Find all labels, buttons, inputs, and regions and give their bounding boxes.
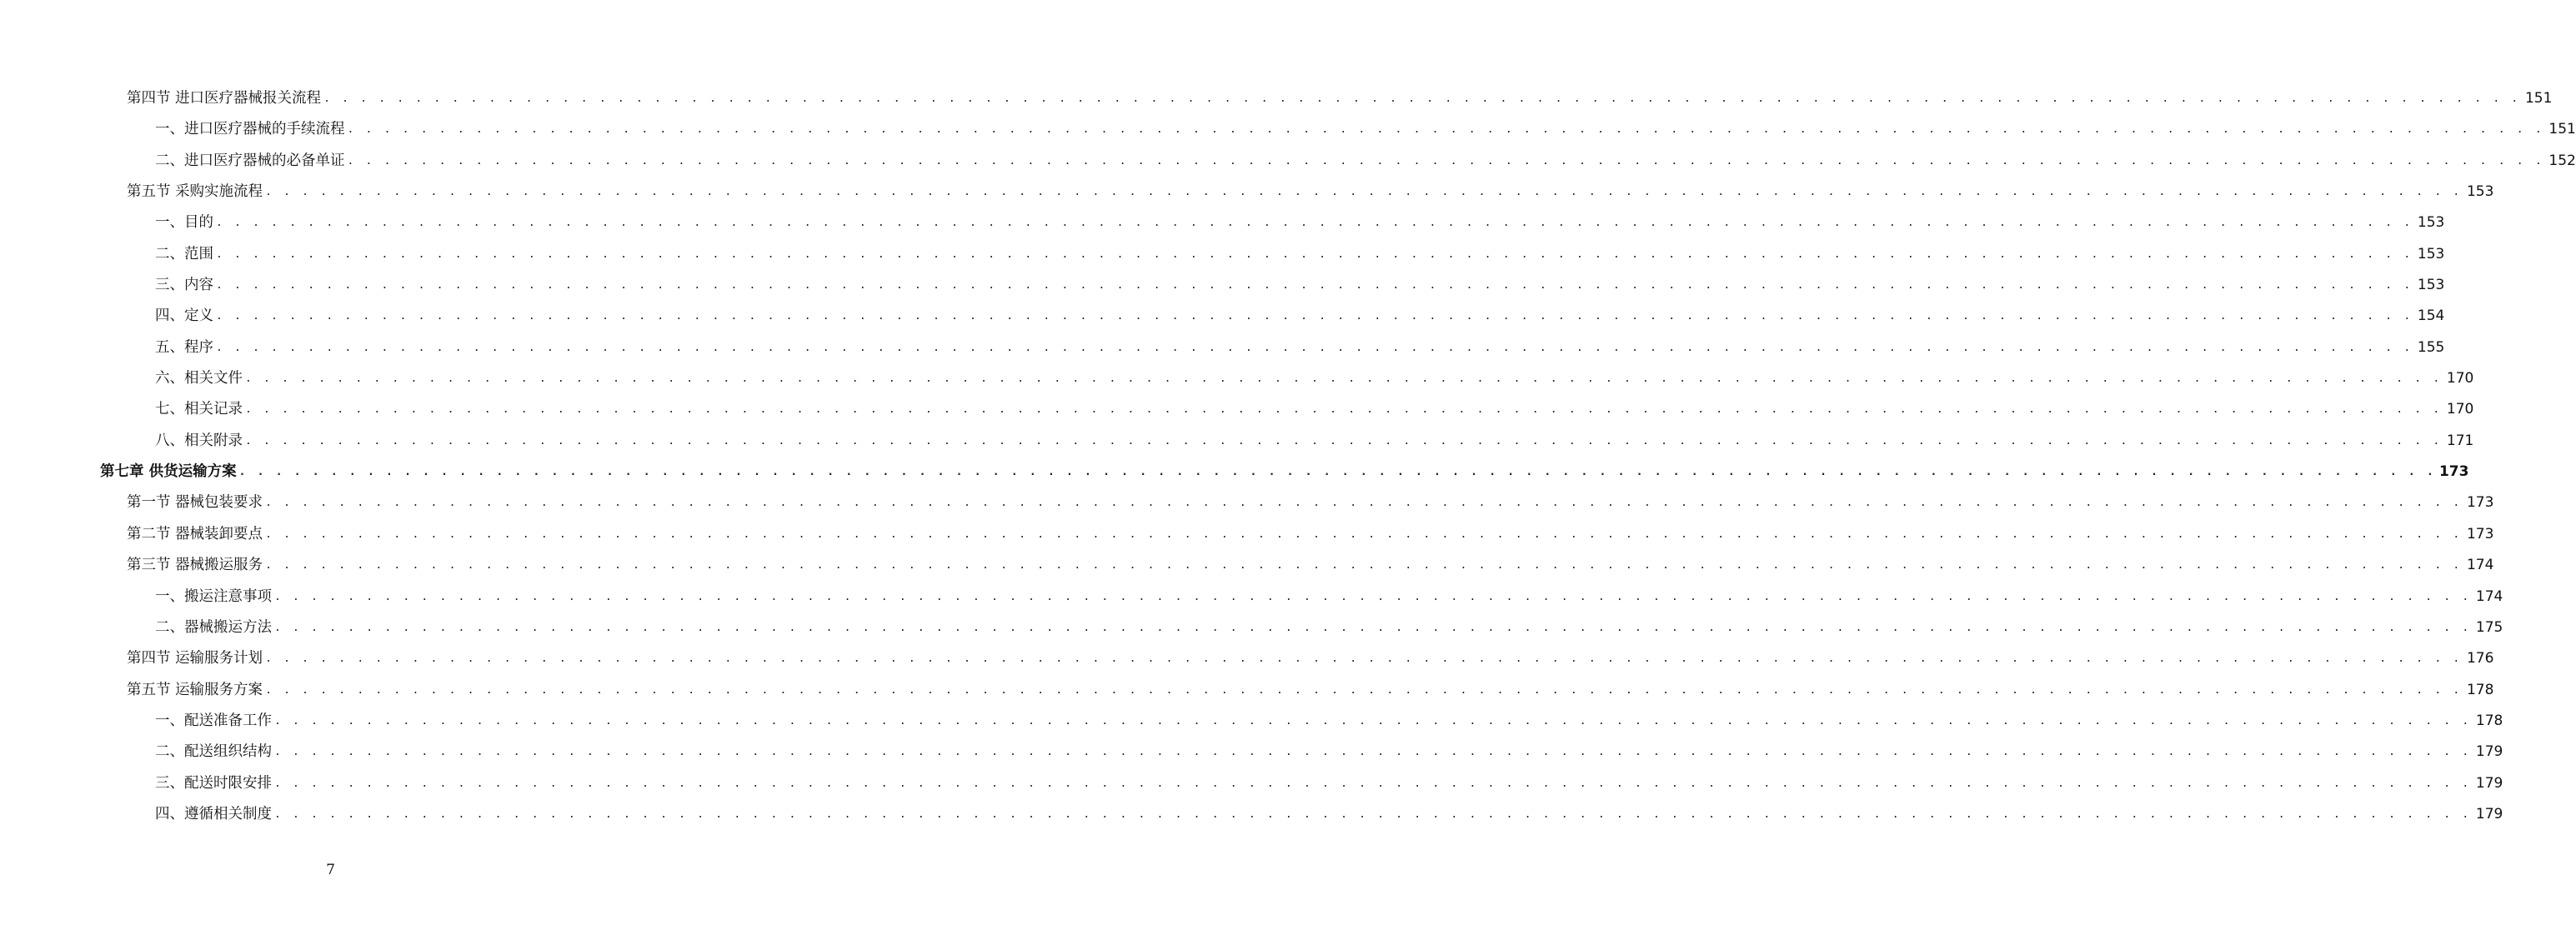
toc-entry-page-number: 154: [2417, 308, 2445, 325]
toc-entry-item[interactable]: [0, 768, 2503, 799]
toc-entry-page-number: 179: [2475, 805, 2503, 822]
toc-entry-page-number: 155: [2417, 338, 2445, 356]
toc-entry-label: 二、配送组织结构: [155, 743, 272, 761]
dot-leader: . . . . . . . . . . . . . . . . . . . . . . . . . . . . . . . . . . . . . . . . . . . . . . . . . . . . . . . . . . . . . . . . . . . . . . . . . . . . . . . . . . . . . . . . . . . . . . . . . . . . . . . . . . . . . . . . . . . . . . . .: [216, 279, 2413, 292]
toc-entry-label: 第四节 运输服务计划: [127, 650, 263, 668]
toc-entry-label: 第四节 进口医疗器械报关流程: [127, 90, 322, 107]
toc-entry-label: 第三节 器械搬运服务: [127, 557, 263, 574]
dot-leader: . . . . . . . . . . . . . . . . . . . . . . . . . . . . . . . . . . . . . . . . . . . . . . . . . . . . . . . . . . . . . . . . . . . . . . . . . . . . . . . . . . . . . . . . . . . . . . . . . . . . . . . . . . . . . . . . . . . . . . . .: [347, 154, 2544, 168]
toc-entry-section[interactable]: [0, 643, 2494, 674]
dot-leader: . . . . . . . . . . . . . . . . . . . . . . . . . . . . . . . . . . . . . . . . . . . . . . . . . . . . . . . . . . . . . . . . . . . . . . . . . . . . . . . . . . . . . . . . . . . . . . . . . . . . . . . . . . . . . . . . . . . . . . . .: [265, 559, 2463, 572]
dot-leader: . . . . . . . . . . . . . . . . . . . . . . . . . . . . . . . . . . . . . . . . . . . . . . . . . . . . . . . . . . . . . . . . . . . . . . . . . . . . . . . . . . . . . . . . . . . . . . . . . . . . . . . . . . . . . . . . . . . . . . . .: [347, 123, 2544, 137]
dot-leader: . . . . . . . . . . . . . . . . . . . . . . . . . . . . . . . . . . . . . . . . . . . . . . . . . . . . . . . . . . . . . . . . . . . . . . . . . . . . . . . . . . . . . . . . . . . . . . . . . . . . . . . . . . . . . . . . . . . . . . . .: [216, 217, 2413, 230]
dot-leader: . . . . . . . . . . . . . . . . . . . . . . . . . . . . . . . . . . . . . . . . . . . . . . . . . . . . . . . . . . . . . . . . . . . . . . . . . . . . . . . . . . . . . . . . . . . . . . . . . . . . . . . . . . . . . . . . . . . . . . . .: [245, 403, 2443, 417]
dot-leader: . . . . . . . . . . . . . . . . . . . . . . . . . . . . . . . . . . . . . . . . . . . . . . . . . . . . . . . . . . . . . . . . . . . . . . . . . . . . . . . . . . . . . . . . . . . . . . . . . . . . . . . . . . . . . . . . . . . . . . . .: [245, 434, 2443, 448]
toc-entry-label: 一、搬运注意事项: [155, 588, 272, 605]
toc-entry-section[interactable]: [0, 519, 2494, 550]
toc-entry-item[interactable]: [0, 332, 2445, 363]
toc-entry-page-number: 174: [2466, 557, 2494, 574]
toc-entry-page-number: 173: [2438, 463, 2469, 481]
toc-entry-label: 五、程序: [155, 338, 213, 356]
dot-leader: . . . . . . . . . . . . . . . . . . . . . . . . . . . . . . . . . . . . . . . . . . . . . . . . . . . . . . . . . . . . . . . . . . . . . . . . . . . . . . . . . . . . . . . . . . . . . . . . . . . . . . . . . . . . . . . . . . . . . . . .: [274, 808, 2472, 821]
dot-leader: . . . . . . . . . . . . . . . . . . . . . . . . . . . . . . . . . . . . . . . . . . . . . . . . . . . . . . . . . . . . . . . . . . . . . . . . . . . . . . . . . . . . . . . . . . . . . . . . . . . . . . . . . . . . . . . . . . . . . . . .: [265, 683, 2463, 697]
toc-entry-label: 四、定义: [155, 308, 213, 325]
dot-leader: . . . . . . . . . . . . . . . . . . . . . . . . . . . . . . . . . . . . . . . . . . . . . . . . . . . . . . . . . . . . . . . . . . . . . . . . . . . . . . . . . . . . . . . . . . . . . . . . . . . . . . . . . . . . . . . . . . . . . . . .: [216, 248, 2413, 261]
toc-entry-page-number: 179: [2475, 743, 2503, 761]
toc-entry-page-number: 175: [2475, 618, 2503, 636]
dot-leader: . . . . . . . . . . . . . . . . . . . . . . . . . . . . . . . . . . . . . . . . . . . . . . . . . . . . . . . . . . . . . . . . . . . . . . . . . . . . . . . . . . . . . . . . . . . . . . . . . . . . . . . . . . . . . . . . . . . . . . . .: [323, 92, 2521, 105]
toc-entry-label: 七、相关记录: [155, 401, 243, 418]
toc-entry-section[interactable]: [0, 83, 2553, 114]
toc-entry-label: 一、进口医疗器械的手续流程: [155, 121, 345, 138]
dot-leader: . . . . . . . . . . . . . . . . . . . . . . . . . . . . . . . . . . . . . . . . . . . . . . . . . . . . . . . . . . . . . . . . . . . . . . . . . . . . . . . . . . . . . . . . . . . . . . . . . . . . . . . . . . . . . . . . . . . . . . . .: [265, 186, 2463, 199]
toc-entry-item[interactable]: [0, 363, 2474, 394]
toc-entry-page-number: 152: [2548, 152, 2576, 169]
dot-leader: . . . . . . . . . . . . . . . . . . . . . . . . . . . . . . . . . . . . . . . . . . . . . . . . . . . . . . . . . . . . . . . . . . . . . . . . . . . . . . . . . . . . . . . . . . . . . . . . . . . . . . . . . . . . . . . . . . . . . . . .: [216, 341, 2413, 354]
toc-entry-section[interactable]: [0, 177, 2494, 208]
toc-entry-label: 一、配送准备工作: [155, 712, 272, 729]
toc-entry-label: 第五节 运输服务方案: [127, 681, 263, 698]
toc-entry-label: 四、遵循相关制度: [155, 805, 272, 822]
toc-entry-label: 二、进口医疗器械的必备单证: [155, 152, 345, 169]
toc-entry-page-number: 151: [2548, 121, 2576, 138]
toc-entry-label: 三、内容: [155, 277, 213, 294]
toc-entry-item[interactable]: [0, 301, 2445, 332]
toc-entry-item[interactable]: [0, 394, 2474, 425]
dot-leader: . . . . . . . . . . . . . . . . . . . . . . . . . . . . . . . . . . . . . . . . . . . . . . . . . . . . . . . . . . . . . . . . . . . . . . . . . . . . . . . . . . . . . . . . . . . . . . . . . . . . . . . . . . . . . . . . . . . . . . . .: [265, 497, 2463, 510]
dot-leader: . . . . . . . . . . . . . . . . . . . . . . . . . . . . . . . . . . . . . . . . . . . . . . . . . . . . . . . . . . . . . . . . . . . . . . . . . . . . . . . . . . . . . . . . . . . . . . . . . . . . . . . . . . . . . . . . . . . . . . . .: [238, 466, 2436, 479]
toc-entry-page-number: 178: [2475, 712, 2503, 729]
toc-entry-page-number: 173: [2466, 525, 2494, 542]
toc-entry-item[interactable]: [0, 114, 2576, 145]
toc-entry-page-number: 179: [2475, 774, 2503, 792]
toc-entry-chapter[interactable]: [0, 457, 2469, 488]
toc-entry-label: 二、器械搬运方法: [155, 618, 272, 636]
dot-leader: . . . . . . . . . . . . . . . . . . . . . . . . . . . . . . . . . . . . . . . . . . . . . . . . . . . . . . . . . . . . . . . . . . . . . . . . . . . . . . . . . . . . . . . . . . . . . . . . . . . . . . . . . . . . . . . . . . . . . . . .: [265, 528, 2463, 541]
toc-entry-page-number: 171: [2446, 432, 2474, 449]
toc-entry-page-number: 176: [2466, 650, 2494, 668]
dot-leader: . . . . . . . . . . . . . . . . . . . . . . . . . . . . . . . . . . . . . . . . . . . . . . . . . . . . . . . . . . . . . . . . . . . . . . . . . . . . . . . . . . . . . . . . . . . . . . . . . . . . . . . . . . . . . . . . . . . . . . . .: [274, 714, 2472, 728]
toc-entry-page-number: 153: [2417, 214, 2445, 232]
toc-entry-item[interactable]: [0, 799, 2503, 830]
toc-entry-label: 第一节 器械包装要求: [127, 494, 263, 512]
dot-leader: . . . . . . . . . . . . . . . . . . . . . . . . . . . . . . . . . . . . . . . . . . . . . . . . . . . . . . . . . . . . . . . . . . . . . . . . . . . . . . . . . . . . . . . . . . . . . . . . . . . . . . . . . . . . . . . . . . . . . . . .: [274, 590, 2472, 603]
toc-entry-page-number: 178: [2466, 681, 2494, 698]
page-number: 7: [326, 862, 335, 878]
toc-entry-label: 三、配送时限安排: [155, 774, 272, 792]
toc-entry-page-number: 153: [2417, 277, 2445, 294]
toc-entry-item[interactable]: [0, 270, 2445, 301]
toc-entry-page-number: 151: [2524, 90, 2553, 107]
toc-entry-item[interactable]: [0, 426, 2474, 457]
toc-entry-page-number: 170: [2446, 370, 2474, 388]
toc-entry-label: 二、范围: [155, 245, 213, 262]
toc-entry-item[interactable]: [0, 239, 2445, 270]
table-of-contents: [0, 83, 2576, 830]
toc-entry-page-number: 174: [2475, 588, 2503, 605]
toc-entry-label: 六、相关文件: [155, 370, 243, 388]
toc-entry-section[interactable]: [0, 488, 2494, 518]
toc-entry-item[interactable]: [0, 582, 2503, 612]
toc-entry-item[interactable]: [0, 706, 2503, 737]
toc-entry-label: 第二节 器械装卸要点: [127, 525, 263, 542]
toc-entry-label: 第七章 供货运输方案: [100, 463, 237, 481]
toc-entry-label: 第五节 采购实施流程: [127, 183, 263, 201]
dot-leader: . . . . . . . . . . . . . . . . . . . . . . . . . . . . . . . . . . . . . . . . . . . . . . . . . . . . . . . . . . . . . . . . . . . . . . . . . . . . . . . . . . . . . . . . . . . . . . . . . . . . . . . . . . . . . . . . . . . . . . . .: [274, 777, 2472, 790]
dot-leader: . . . . . . . . . . . . . . . . . . . . . . . . . . . . . . . . . . . . . . . . . . . . . . . . . . . . . . . . . . . . . . . . . . . . . . . . . . . . . . . . . . . . . . . . . . . . . . . . . . . . . . . . . . . . . . . . . . . . . . . .: [274, 621, 2472, 634]
dot-leader: . . . . . . . . . . . . . . . . . . . . . . . . . . . . . . . . . . . . . . . . . . . . . . . . . . . . . . . . . . . . . . . . . . . . . . . . . . . . . . . . . . . . . . . . . . . . . . . . . . . . . . . . . . . . . . . . . . . . . . . .: [216, 310, 2413, 323]
dot-leader: . . . . . . . . . . . . . . . . . . . . . . . . . . . . . . . . . . . . . . . . . . . . . . . . . . . . . . . . . . . . . . . . . . . . . . . . . . . . . . . . . . . . . . . . . . . . . . . . . . . . . . . . . . . . . . . . . . . . . . . .: [265, 652, 2463, 666]
dot-leader: . . . . . . . . . . . . . . . . . . . . . . . . . . . . . . . . . . . . . . . . . . . . . . . . . . . . . . . . . . . . . . . . . . . . . . . . . . . . . . . . . . . . . . . . . . . . . . . . . . . . . . . . . . . . . . . . . . . . . . . .: [245, 372, 2443, 386]
toc-entry-item[interactable]: [0, 146, 2576, 177]
toc-entry-item[interactable]: [0, 208, 2445, 238]
toc-entry-section[interactable]: [0, 550, 2494, 581]
dot-leader: . . . . . . . . . . . . . . . . . . . . . . . . . . . . . . . . . . . . . . . . . . . . . . . . . . . . . . . . . . . . . . . . . . . . . . . . . . . . . . . . . . . . . . . . . . . . . . . . . . . . . . . . . . . . . . . . . . . . . . . .: [274, 746, 2472, 759]
toc-entry-page-number: 153: [2466, 183, 2494, 201]
toc-entry-section[interactable]: [0, 675, 2494, 706]
toc-entry-label: 八、相关附录: [155, 432, 243, 449]
toc-entry-page-number: 173: [2466, 494, 2494, 512]
toc-entry-label: 一、目的: [155, 214, 213, 232]
toc-entry-page-number: 170: [2446, 401, 2474, 418]
toc-entry-item[interactable]: [0, 612, 2503, 643]
toc-entry-page-number: 153: [2417, 245, 2445, 262]
toc-entry-item[interactable]: [0, 737, 2503, 768]
